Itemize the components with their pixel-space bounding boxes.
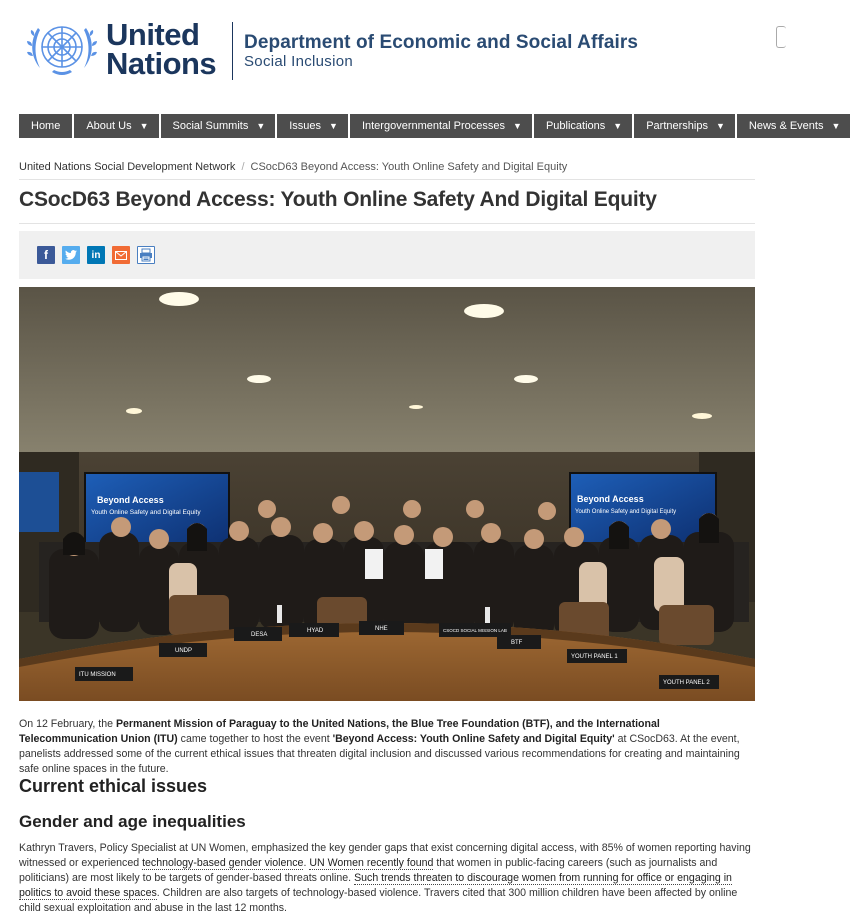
breadcrumb-divider [19, 179, 755, 180]
nav-label: Intergovernmental Processes [361, 120, 506, 132]
event-photo-illustration [19, 287, 755, 701]
chevron-down-icon: ▼ [715, 121, 725, 131]
placard-hyad: HYAD [307, 628, 324, 634]
site-header [0, 0, 780, 110]
email-icon[interactable] [112, 246, 130, 264]
un-wordmark[interactable] [106, 17, 217, 81]
placard-youth-panel-2: YOUTH PANEL 2 [663, 680, 710, 686]
nav-item-news-events[interactable] [737, 114, 851, 138]
placard-itu-mission: ITU MISSION [79, 672, 116, 678]
placard-btf: BTF [511, 640, 523, 646]
right-screen-subtitle: Youth Online Safety and Digital Equity [575, 509, 677, 515]
brand-line-2: Nations [106, 46, 217, 81]
un-emblem-logo[interactable] [26, 20, 98, 80]
nav-label: Social Summits [172, 120, 249, 132]
share-icons [37, 246, 162, 264]
chevron-down-icon: ▼ [513, 121, 522, 131]
breadcrumb [19, 161, 567, 173]
twitter-icon[interactable] [62, 246, 80, 264]
nav-label: Home [31, 120, 61, 132]
chevron-down-icon: ▼ [256, 121, 266, 131]
nav-item-social-summits[interactable] [161, 114, 276, 138]
chevron-down-icon: ▼ [831, 121, 841, 131]
nav-item-issues[interactable] [277, 114, 348, 138]
nav-label: Partnerships [646, 120, 708, 132]
link-un-women-recently-found[interactable]: UN Women recently found [309, 857, 434, 869]
department-title[interactable]: Department of Economic and Social Affairs [244, 32, 639, 53]
left-screen-subtitle: Youth Online Safety and Digital Equity [91, 509, 201, 516]
subsection-heading: Gender and age inequalities [19, 812, 246, 831]
placard-undp: UNDP [175, 648, 193, 654]
department-subtitle[interactable]: Social Inclusion [244, 53, 354, 70]
chevron-down-icon: ▼ [329, 121, 338, 131]
share-bar [19, 231, 755, 279]
main-navigation [19, 114, 852, 138]
nav-label: Issues [289, 120, 322, 132]
para-text-3: that women in public-facing careers (such as journalists and politicians) are most likely to be targets of gender-based threats online. [19, 857, 718, 884]
link-such-trends[interactable]: Such trends threaten to discourage women from running for office or engaging in politics to avoid these spaces [19, 872, 732, 899]
print-icon[interactable] [137, 246, 155, 264]
nav-item-publications[interactable] [534, 114, 632, 138]
body-paragraph [19, 841, 761, 916]
linkedin-icon[interactable]: in [87, 246, 105, 264]
brand-line-1: United [106, 17, 200, 52]
nav-item-about-us[interactable] [74, 114, 158, 138]
placard-social-mission: CSOCD SOCIAL MISSION LAB [443, 628, 507, 633]
placard-nhe: NHE [375, 626, 388, 632]
intro-text-2: came together to host the event [177, 733, 333, 745]
title-divider [19, 223, 755, 224]
nav-item-partnerships[interactable] [634, 114, 735, 138]
intro-text-3: at CSocD63. At the event, panelists addressed some of the current ethical issues that threaten digital inclusion and discussed various recommendations for creating and maintaining safe online spaces in the future. [19, 733, 740, 775]
nav-item-home[interactable] [19, 114, 72, 138]
facebook-icon[interactable]: f [37, 246, 55, 264]
breadcrumb-separator: / [241, 161, 245, 173]
chevron-down-icon: ▼ [139, 121, 149, 131]
breadcrumb-parent-link[interactable]: United Nations Social Development Network [19, 161, 236, 173]
placard-youth-panel-1: YOUTH PANEL 1 [571, 654, 618, 660]
nav-label: Publications [545, 120, 606, 132]
intro-event-name: 'Beyond Access: Youth Online Safety and Digital Equity' [332, 733, 615, 745]
nav-item-intergovernmental-processes[interactable] [350, 114, 532, 138]
page-title: CSocD63 Beyond Access: Youth Online Safety And Digital Equity [19, 188, 657, 211]
left-screen-title: Beyond Access [97, 495, 164, 505]
header-divider [232, 22, 233, 80]
event-group-photo [19, 287, 755, 701]
intro-paragraph [19, 717, 759, 777]
link-technology-based-gender-violence[interactable]: technology-based gender violence [142, 857, 304, 869]
breadcrumb-current: CSocD63 Beyond Access: Youth Online Safety and Digital Equity [250, 161, 568, 173]
placard-desa: DESA [251, 632, 268, 638]
nav-label: News & Events [748, 120, 824, 132]
para-text-1: Kathryn Travers, Policy Specialist at UN Women, emphasized the key gender gaps that exist concerning digital access, with 85% of women reporting having witnessed or experienced [19, 842, 751, 869]
section-heading: Current ethical issues [19, 776, 208, 796]
intro-text-1: On 12 February, the [19, 718, 116, 730]
chevron-down-icon: ▼ [613, 121, 623, 131]
para-text-2: . [303, 857, 310, 869]
para-text-4: . Children are also targets of technology-based violence. Travers cited that 300 million children have been affected by online child sexual exploitation and abuse in the last 12 months. [19, 887, 738, 914]
search-box-edge[interactable] [776, 26, 786, 48]
nav-label: About Us [86, 120, 132, 132]
right-screen-title: Beyond Access [577, 494, 644, 504]
intro-organizers: Permanent Mission of Paraguay to the United Nations, the Blue Tree Foundation (BTF), and the International Telecommunication Union (ITU) [19, 718, 660, 745]
